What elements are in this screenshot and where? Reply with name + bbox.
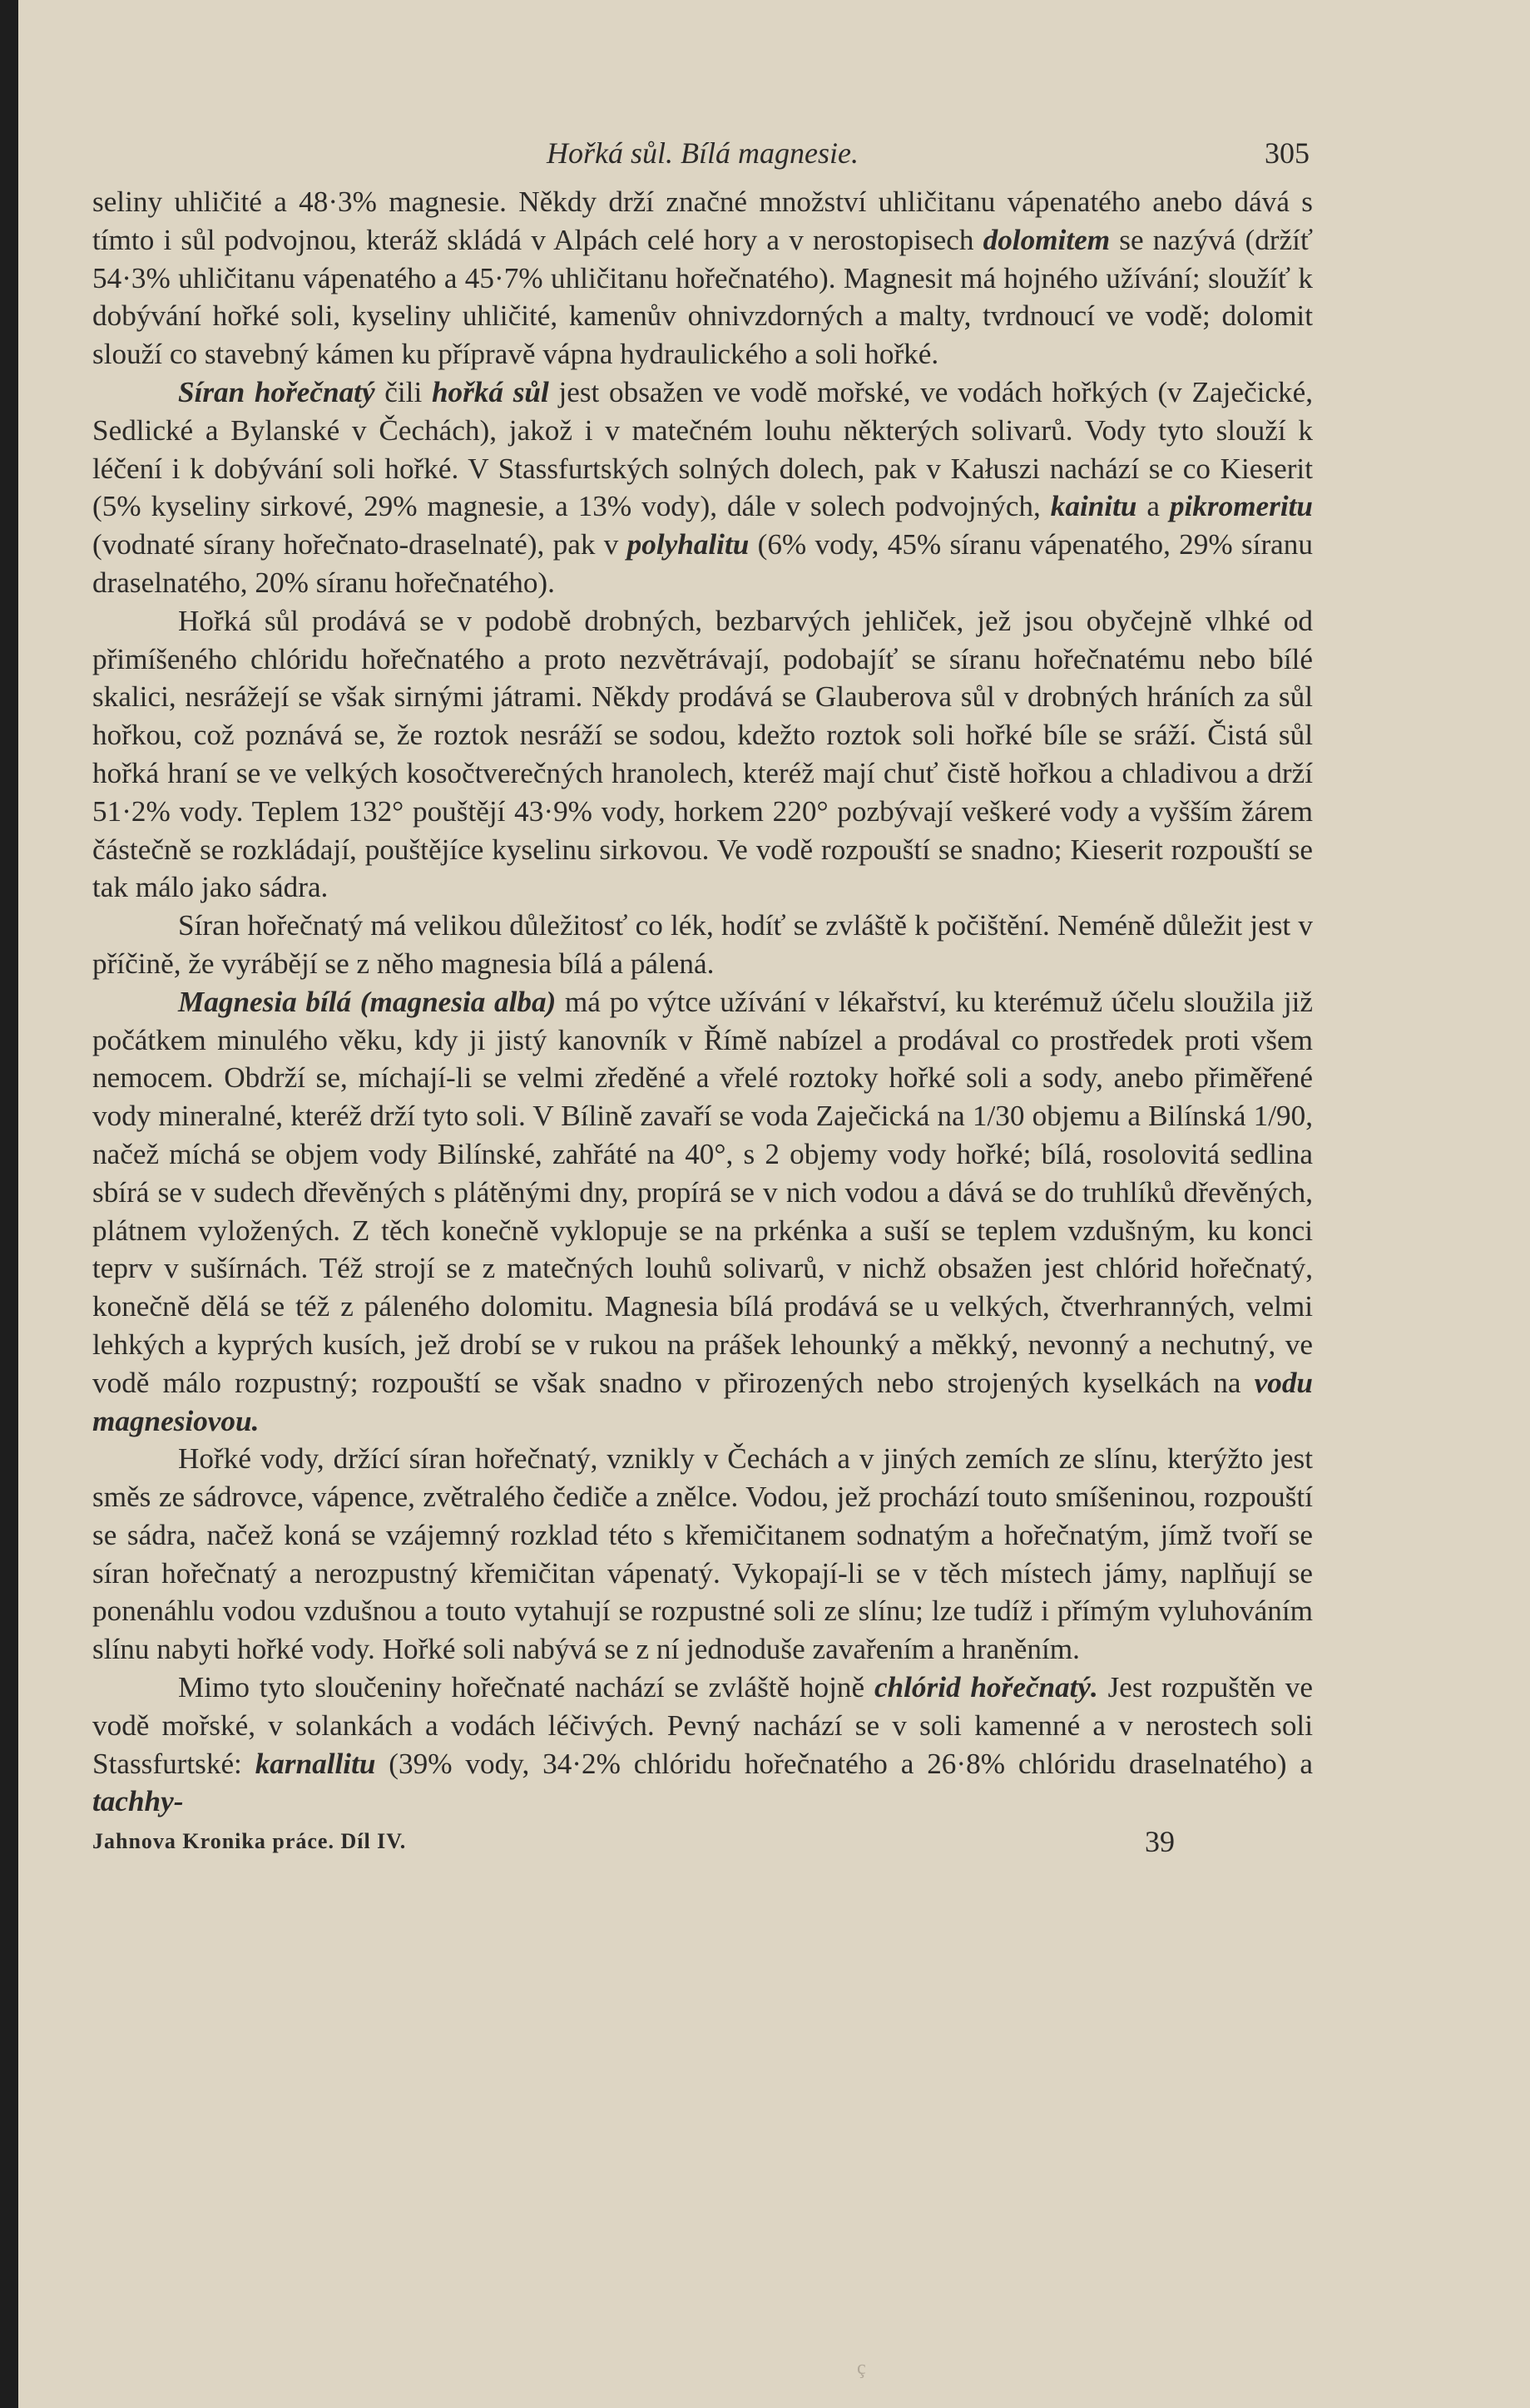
paragraph [92,907,1313,983]
text-run: čili [374,375,432,408]
emphasized-term: karnallitu [255,1747,376,1780]
text-run: se nazývá (držíť 54·3% uhličitanu vápenatého a 45·7% uhličitanu hořečnatého). Magnesit má hojného užívání; sloužíť k dobývání hořké soli, kyseliny uhličité, kamenův ohnivzdorných a malty, tvrdnoucí ve vodě; dolomit slouží co stavebný kámen ku přípravě vápna hydraulického a soli hořké. [92,223,1313,371]
paragraph [92,1440,1313,1669]
page-number: 305 [1265,136,1310,170]
text-run: Mimo tyto sloučeniny hořečnaté nachází se zvláště hojně [178,1671,874,1704]
text-run: Jest rozpuštěn ve vodě mořské, v solankách a vodách léčivých. Pevný nachází se v soli kamenné a v nerostech soli Stassfurtské: [92,1671,1313,1780]
paragraph [92,983,1313,1441]
text-run: Hořká sůl prodává se v podobě drobných, bezbarvých jehliček, jež jsou obyčejně vlhké od přimíšeného chlóridu hořečnatého a proto nezvětrávají, podobajíť se síranu hořečnatému nebo bílé skalici, nesrážejí se však sirnými játrami. Někdy prodává se Glauberova sůl v drobných hráních za sůl hořkou, což poznává se, že roztok nesráží se sodou, kdežto roztok soli hořké bíle se sráží. Čistá sůl hořká hraní se ve velkých kosočtverečných hranolech, kteréž mají chuť čistě hořkou a chladivou a drží 51·2% vody. Teplem 132° pouštějí 43·9% vody, horkem 220° pozbývají veškeré vody a vyšším žárem částečně se rozkládají, pouštějíce kyselinu sirkovou. Ve vodě rozpouští se snadno; Kieserit rozpouští se tak málo jako sádra. [92,604,1313,904]
margin-mark: ç [857,2357,866,2379]
emphasized-term: Síran hořečnatý [178,375,375,408]
header-title: Hořká sůl. Bílá magnesie. [547,136,859,170]
text-run: má po výtce užívání v lékařství, ku kterémuž účelu sloužila již počátkem minulého věku, kdy ji jistý kanovník v Římě nabízel a prodával co prostředek proti všem nemocem. Obdrží se, míchají-li se velmi zředěné a vřelé roztoky hořké soli a sody, anebo přiměřené vody mineralné, kteréž drží tyto soli. V Bílině zavaří se voda Zaječická na 1/30 objemu a Bilínská 1/90, načež míchá se objem vody Bilínské, zahřáté na 40°, s 2 objemy vody hořké; bílá, rosolovitá sedlina sbírá se v sudech dřevěných s plátěnými dny, propírá se v nich vodou a dává se do truhlíků dřevěných, plátnem vyložených. Z těch konečně vyklopuje se na prkénka a suší se teplem vzdušným, ku konci teprv v sušírnách. Též strojí se z matečných louhů solivarů, v nichž obsažen jest chlórid hořečnatý, konečně dělá se též z páleného dolomitu. Magnesia bílá prodává se u velkých, čtverhranných, velmi lehkých a kyprých kusích, jež drobí se v rukou na prášek lehounký a měkký, nevonný a nechutný, ve vodě málo rozpustný; rozpouští se však snadno v přirozených nebo strojených kyselkách na [92,985,1313,1399]
text-block [92,108,1313,1864]
text-run: Hořké vody, držící síran hořečnatý, vznikly v Čechách a v jiných zemích ze slínu, kterýžto jest směs ze sádrovce, vápence, zvětralého čediče a znělce. Vodou, jež prochází touto smíšeninou, rozpouští se sádra, načež koná se vzájemný rozklad této s křemičitanem sodnatým a hořečnatým, jímž tvoří se síran hořečnatý a nerozpustný křemičitan vápenatý. Vykopají-li se v těch místech jámy, naplňují se ponenáhlu vodou vzdušnou a touto vytahují se rozpustné soli ze slínu; lze tudíž i přímým vyluhováním slínu nabyti hořké vody. Hořké soli nabývá se z ní jednoduše zavařením a hraněním. [92,1442,1313,1666]
text-run: Síran hořečnatý má velikou důležitosť co lék, hodíť se zvláště k počištění. Neméně důležit jest v příčině, že vyrábějí se z něho magnesia bílá a pálená. [92,909,1313,980]
signature-line: Jahnova Kronika práce. Díl IV. [92,1829,407,1854]
page-footer [92,1824,1313,1864]
emphasized-term: tachhy- [92,1785,184,1818]
paragraph [92,183,1313,373]
emphasized-term: vodu magnesiovou. [92,1366,1313,1437]
emphasized-term: hořká sůl [431,375,549,408]
emphasized-term: Magnesia bílá (magnesia alba) [178,985,557,1018]
paragraph [92,1669,1313,1821]
signature-number: 39 [1145,1825,1175,1859]
text-run: (vodnaté sírany hořečnato-draselnaté), pak v [92,528,627,561]
text-run: (39% vody, 34·2% chlóridu hořečnatého a 26·8% chlóridu draselnatého) a [375,1747,1313,1780]
binding-gutter [0,0,18,2408]
text-run: (6% vody, 45% síranu vápenatého, 29% síranu draselnatého, 20% síranu hořečnatého). [92,528,1313,599]
body-text [92,183,1313,1821]
emphasized-term: pikromeritu [1169,490,1313,523]
running-header [92,108,1313,183]
text-run: jest obsažen ve vodě mořské, ve vodách hořkých (v Zaječické, Sedlické a Bylanské v Čechách), jakož i v matečném louhu některých solivarů. Vody tyto slouží k léčení i k dobývání soli hořké. V Stassfurtských solných dolech, pak v Kałuszi nachází se co Kieserit (5% kyseliny sirkové, 29% magnesie, a 13% vody), dále v solech podvojných, [92,375,1313,523]
text-run: seliny uhličité a 48·3% magnesie. Někdy drží značné množství uhličitanu vápenatého anebo dává s tímto i sůl podvojnou, kteráž skládá v Alpách celé hory a v nerostopisech [92,185,1313,256]
book-page [18,0,1530,2408]
paragraph [92,373,1313,602]
paragraph [92,602,1313,907]
text-run: a [1136,490,1170,523]
emphasized-term: chlórid hořečnatý. [874,1671,1098,1704]
emphasized-term: dolomitem [983,223,1111,256]
emphasized-term: kainitu [1050,490,1137,523]
emphasized-term: polyhalitu [626,528,750,561]
